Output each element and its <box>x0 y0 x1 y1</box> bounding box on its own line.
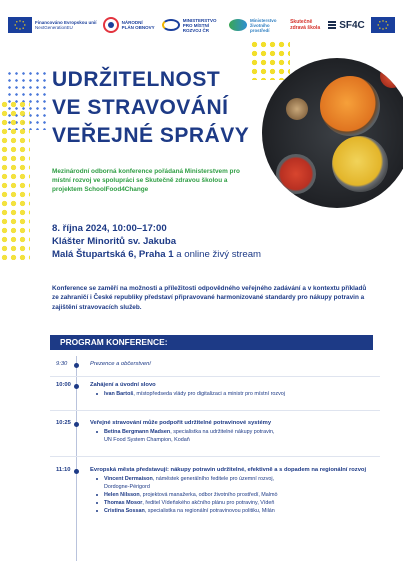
soup-bowl-icon <box>276 154 316 194</box>
intro-text: Konference se zaměří na možnosti a příležitosti odpovědného veřejného zadávání a v kontextu příkladů ze zahraničí i České republiky představí připravované harmonizované standardy pro nákupy potravin a zajištění stravovacích služeb. <box>52 285 367 311</box>
program-header: PROGRAM KONFERENCE: <box>50 335 373 350</box>
eu-logo-text: Financováno Evropskou unií <box>35 20 97 25</box>
partner-logos <box>8 10 395 40</box>
timeline-dot <box>74 384 79 389</box>
event-address: Malá Štupartská 6, Praha 1 <box>52 249 174 260</box>
sz-mark-icon <box>229 19 247 31</box>
sz-logo <box>229 18 284 33</box>
speaker-name: Helen Nilsson <box>104 492 140 498</box>
speaker-role: UN Food System Champion, Kodaň <box>104 437 190 443</box>
soup-bowl-icon <box>320 76 380 136</box>
speaker-role: , specialistka na regionální potravinovou politiku, Milán <box>144 508 275 514</box>
program-time: 11:10 <box>56 467 71 473</box>
event-details <box>52 222 382 261</box>
speaker-name: Ivan Bartoš <box>104 391 134 397</box>
speaker-list <box>90 390 370 398</box>
speaker-item <box>90 428 370 436</box>
zs-logo <box>290 19 322 31</box>
program-time: 10:25 <box>56 420 71 426</box>
eu-logo-right <box>371 17 395 33</box>
program-time: 9:30 <box>56 361 68 367</box>
mmr-logo-text: MINISTERSTVO PRO MÍSTNÍ ROZVOJ ČR <box>182 17 217 33</box>
speaker-role: , místopředseda vlády pro digitalizaci a ministr pro místní rozvoj <box>133 391 285 397</box>
speaker-item-cont <box>90 436 370 444</box>
sf4c-logo-text: SF4C <box>339 19 365 31</box>
sf4c-logo <box>328 20 365 31</box>
event-venue: Klášter Minoritů sv. Jakuba <box>52 236 177 247</box>
timeline-dot <box>74 363 79 368</box>
eu-flag-icon <box>8 17 32 33</box>
zs-logo-text: Skutečně zdravá škola <box>290 19 321 31</box>
sz-logo-text: Ministerstvo životního prostředí <box>249 17 277 33</box>
event-address-line <box>52 248 382 261</box>
soup-bowl-icon <box>332 136 388 192</box>
speaker-role: , náměstek generálního ředitele pro územní rozvoj, <box>152 476 275 482</box>
divider <box>50 456 380 457</box>
speaker-item <box>90 499 370 507</box>
eu-logo-subtext: NextGenerationEU <box>35 25 73 30</box>
timeline-dot <box>74 469 79 474</box>
program-item-title: Evropská města představují: nákupy potravin udržitelné, efektivně a s dopadem na regionální rozvoj <box>90 467 367 473</box>
program-time: 10:00 <box>56 382 71 388</box>
speaker-role: Dordogne-Périgord <box>104 484 150 490</box>
speaker-item <box>90 491 370 499</box>
eu-logo <box>8 17 97 33</box>
speaker-item <box>90 390 370 398</box>
event-date: 8. října 2024, 10:00–17:00 <box>52 223 167 234</box>
mmr-logo <box>162 18 223 33</box>
event-online: a online živý stream <box>173 249 262 260</box>
eu-flag-icon <box>371 17 395 33</box>
program-item-title: Veřejné stravování může podpořit udržitelné potravinové systémy <box>90 420 272 426</box>
npo-logo-text: NÁRODNÍ PLÁN OBNOVY <box>121 20 155 30</box>
speaker-item-cont <box>90 483 370 491</box>
program-item-title: Zahájení a úvodní slovo <box>90 382 156 388</box>
speaker-name: Betina Bergmann Madsen <box>104 429 171 435</box>
tomato-icon <box>380 64 403 88</box>
speaker-name: Vincent Dermaison <box>104 476 153 482</box>
sf4c-bars-icon <box>328 21 336 29</box>
speaker-item <box>90 507 370 515</box>
mmr-mark-icon <box>162 19 180 31</box>
speaker-role: , projektová manažerka, odbor životního prostředí, Malmö <box>139 492 278 498</box>
speaker-item <box>90 475 370 483</box>
food-bowls-image <box>262 58 403 208</box>
title-line-3: VEŘEJNÉ SPRÁVY <box>52 124 250 147</box>
timeline-dot <box>74 422 79 427</box>
subtitle: Mezinárodní odborná konference pořádaná Ministerstvem pro místní rozvoj ve spolupráci se Skutečně zdravou školou a projektem SchoolFood4Change <box>52 168 240 193</box>
npo-mark-icon <box>103 17 119 33</box>
spice-bowl-icon <box>286 98 308 120</box>
program-item-title: Prezence a občerstvení <box>90 361 151 367</box>
speaker-name: Cristina Sossan <box>104 508 145 514</box>
speaker-role: , specialistka na udržitelné nákupy potravin, <box>170 429 275 435</box>
page-title <box>52 66 272 150</box>
title-line-2: VE STRAVOVÁNÍ <box>52 96 229 119</box>
title-line-1: UDRŽITELNOST <box>52 68 221 91</box>
speaker-role: , ředitel Vídeňského akčního plánu pro potraviny, Vídeň <box>142 500 275 506</box>
divider <box>50 410 380 411</box>
speaker-name: Thomas Mosor <box>104 500 143 506</box>
speaker-list <box>90 475 370 515</box>
npo-logo <box>103 17 156 33</box>
divider <box>50 376 380 377</box>
yellow-dot-pattern <box>0 100 30 260</box>
speaker-list <box>90 428 370 444</box>
